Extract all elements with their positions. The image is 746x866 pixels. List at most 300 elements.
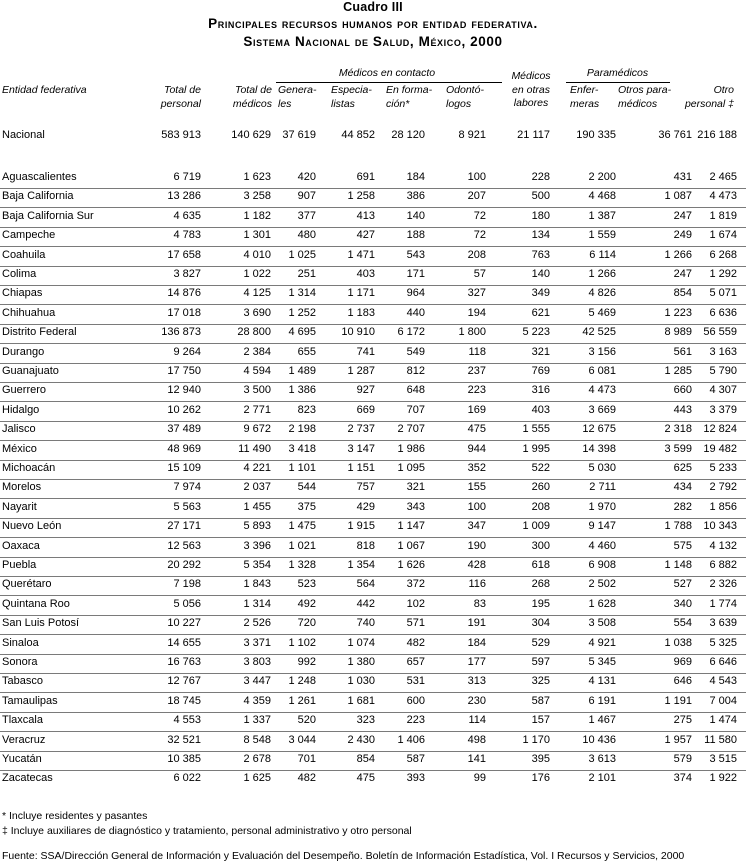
table-cell: 12 824 xyxy=(703,423,737,436)
table-cell: 393 xyxy=(406,772,425,785)
table-cell: 1 819 xyxy=(709,209,737,222)
table-cell: 14 398 xyxy=(582,442,616,455)
table-cell: 72 xyxy=(473,209,486,222)
table-cell: 1 067 xyxy=(397,539,425,552)
table-cell: 1 328 xyxy=(288,559,316,571)
table-cell: 3 639 xyxy=(709,617,737,630)
table-cell: 188 xyxy=(406,229,425,242)
table-cell: 1 102 xyxy=(288,636,316,649)
table-title-block xyxy=(0,0,746,51)
table-cell: 9 672 xyxy=(243,423,271,436)
row-name: Aguascalientes xyxy=(2,171,77,183)
header-odontologos: Odontó- logos xyxy=(446,84,484,110)
row-name: Campeche xyxy=(2,229,56,242)
row-separator xyxy=(0,537,746,538)
cuadro-label: Cuadro III xyxy=(343,0,403,14)
row-separator xyxy=(0,266,746,267)
table-cell: 313 xyxy=(467,675,486,688)
table-cell: 1 258 xyxy=(347,190,375,203)
table-cell: 1 095 xyxy=(397,462,425,474)
row-name: Durango xyxy=(2,345,45,358)
row-separator xyxy=(0,188,746,189)
table-cell: 10 343 xyxy=(703,520,737,533)
table-cell: 403 xyxy=(356,268,375,280)
row-name: Baja California xyxy=(2,190,74,203)
row-name: Nuevo León xyxy=(2,520,62,533)
table-cell: 443 xyxy=(673,403,692,416)
row-name: Sinaloa xyxy=(2,636,39,649)
table-cell: 48 969 xyxy=(167,442,201,455)
table-cell: 176 xyxy=(531,772,550,785)
table-cell: 442 xyxy=(356,597,375,610)
row-separator xyxy=(0,770,746,771)
table-cell: 1 287 xyxy=(347,365,375,377)
table-cell: 527 xyxy=(673,578,692,591)
table-cell: 1 354 xyxy=(347,559,375,571)
row-separator xyxy=(0,382,746,383)
table-cell: 8 989 xyxy=(664,326,692,339)
table-cell: 549 xyxy=(406,345,425,358)
table-cell: 10 436 xyxy=(582,733,616,746)
row-name: Quintana Roo xyxy=(2,597,70,610)
table-cell: 3 258 xyxy=(243,190,271,203)
table-cell: 1 626 xyxy=(397,559,425,571)
table-cell: 854 xyxy=(673,287,692,300)
row-separator xyxy=(0,460,746,461)
table-cell: 1 314 xyxy=(288,287,316,300)
table-cell: 3 803 xyxy=(243,656,271,668)
row-name: Oaxaca xyxy=(2,539,40,552)
table-cell: 1 455 xyxy=(243,500,271,513)
row-name: Guanajuato xyxy=(2,365,59,377)
table-cell: 190 xyxy=(467,539,486,552)
table-cell: 1 314 xyxy=(243,597,271,610)
table-cell: 10 262 xyxy=(167,403,201,416)
table-cell: 1 087 xyxy=(664,190,692,203)
table-cell: 300 xyxy=(531,539,550,552)
row-separator xyxy=(0,751,746,752)
row-name: Chihuahua xyxy=(2,306,56,319)
table-cell: 230 xyxy=(467,694,486,707)
table-cell: 17 750 xyxy=(167,365,201,377)
table-cell: 13 286 xyxy=(167,190,201,203)
row-name: Hidalgo xyxy=(2,403,40,416)
table-cell: 155 xyxy=(467,481,486,494)
table-cell: 5 345 xyxy=(588,656,616,668)
table-cell: 812 xyxy=(406,365,425,377)
row-name: México xyxy=(2,442,37,455)
row-separator xyxy=(0,304,746,305)
table-cell: 8 548 xyxy=(243,733,271,746)
table-cell: 498 xyxy=(467,733,486,746)
table-cell: 2 465 xyxy=(709,171,737,183)
table-subtitle: Sistema Nacional de Salud, México, 2000 xyxy=(243,34,503,49)
table-cell: 480 xyxy=(297,229,316,242)
table-cell: 5 563 xyxy=(173,500,201,513)
table-cell: 1 843 xyxy=(243,578,271,591)
table-cell: 140 xyxy=(531,268,550,280)
table-cell: 648 xyxy=(406,384,425,397)
table-cell: 184 xyxy=(467,636,486,649)
table-cell: 177 xyxy=(467,656,486,668)
table-cell: 6 268 xyxy=(709,248,737,261)
row-name: Chiapas xyxy=(2,287,43,300)
table-cell: 27 171 xyxy=(167,520,201,533)
table-cell: 1 957 xyxy=(664,733,692,746)
header-otros-paramedicos: Otros para- médicos xyxy=(618,84,672,110)
table-cell: 377 xyxy=(297,209,316,222)
table-cell: 1 337 xyxy=(243,714,271,727)
row-separator xyxy=(0,363,746,364)
table-cell: 2 384 xyxy=(243,345,271,358)
row-separator xyxy=(0,731,746,732)
table-cell: 1 021 xyxy=(288,539,316,552)
row-name: Baja California Sur xyxy=(2,209,94,222)
table-cell: 118 xyxy=(468,345,486,358)
table-cell: 2 037 xyxy=(243,481,271,494)
table-cell: 325 xyxy=(531,675,550,688)
table-cell: 587 xyxy=(406,753,425,765)
table-cell: 3 515 xyxy=(709,753,737,765)
table-cell: 4 783 xyxy=(173,229,201,242)
table-cell: 6 908 xyxy=(588,559,616,571)
table-cell: 37 489 xyxy=(167,423,201,436)
table-cell: 21 117 xyxy=(517,129,550,141)
table-cell: 1 387 xyxy=(588,209,616,222)
header-medicos-contacto: Médicos en contacto xyxy=(338,67,436,79)
table-cell: 5 056 xyxy=(173,597,201,610)
table-cell: 136 873 xyxy=(161,326,201,339)
table-cell: 403 xyxy=(531,403,550,416)
table-cell: 1 625 xyxy=(243,772,271,785)
table-cell: 12 940 xyxy=(167,384,201,397)
row-separator xyxy=(0,440,746,441)
table-cell: 6 081 xyxy=(588,365,616,377)
row-name: Tlaxcala xyxy=(2,714,43,727)
table-cell: 4 010 xyxy=(243,248,271,261)
table-cell: 3 147 xyxy=(347,442,375,455)
table-cell: 100 xyxy=(467,500,486,513)
table-cell: 4 826 xyxy=(588,287,616,300)
table-cell: 1 252 xyxy=(288,306,316,319)
table-cell: 1 674 xyxy=(709,229,737,242)
table-cell: 83 xyxy=(473,597,486,610)
table-cell: 1 623 xyxy=(243,171,271,183)
table-cell: 4 221 xyxy=(243,462,271,474)
table-cell: 1 025 xyxy=(288,248,316,261)
table-cell: 1 555 xyxy=(522,423,550,436)
table-cell: 1 800 xyxy=(458,326,486,339)
row-name: Zacatecas xyxy=(2,772,53,785)
row-name: Tamaulipas xyxy=(2,694,58,707)
table-cell: 207 xyxy=(467,190,486,203)
row-separator xyxy=(0,518,746,519)
table-cell: 564 xyxy=(356,578,375,591)
table-cell: 260 xyxy=(531,481,550,494)
table-cell: 618 xyxy=(531,559,550,571)
table-cell: 223 xyxy=(467,384,486,397)
table-cell: 36 761 xyxy=(658,129,692,141)
header-otras-labores: Médicos en otras labores xyxy=(511,70,551,109)
table-cell: 3 500 xyxy=(243,384,271,397)
row-separator xyxy=(0,595,746,596)
table-cell: 191 xyxy=(467,617,486,630)
table-cell: 757 xyxy=(356,481,375,494)
table-cell: 6 022 xyxy=(173,772,201,785)
row-separator xyxy=(0,285,746,286)
header-entidad: Entidad federativa xyxy=(2,84,87,96)
table-cell: 5 071 xyxy=(709,287,737,300)
table-cell: 561 xyxy=(673,345,692,358)
table-cell: 6 114 xyxy=(589,248,616,261)
table-cell: 1 788 xyxy=(664,520,692,533)
table-cell: 482 xyxy=(297,772,316,785)
row-separator xyxy=(0,343,746,344)
table-cell: 1 467 xyxy=(588,714,616,727)
table-cell: 4 131 xyxy=(588,675,616,688)
row-name: Coahuila xyxy=(2,248,46,261)
header-generales: Genera- les xyxy=(278,84,317,110)
table-cell: 268 xyxy=(531,578,550,591)
table-cell: 5 325 xyxy=(709,636,737,649)
row-separator xyxy=(0,324,746,325)
table-cell: 10 227 xyxy=(167,617,201,630)
table-cell: 1 986 xyxy=(397,442,425,455)
table-cell: 12 767 xyxy=(167,675,201,688)
row-separator xyxy=(0,712,746,713)
table-cell: 1 261 xyxy=(288,694,316,707)
table-cell: 349 xyxy=(531,287,550,300)
table-cell: 4 468 xyxy=(588,190,616,203)
table-cell: 1 922 xyxy=(709,772,737,785)
header-total-personal: Total de personal xyxy=(160,84,201,110)
table-cell: 1 292 xyxy=(709,268,737,280)
table-cell: 9 147 xyxy=(588,520,616,533)
row-name: Distrito Federal xyxy=(2,326,77,339)
table-cell: 237 xyxy=(467,365,486,377)
row-separator xyxy=(0,421,746,422)
table-cell: 1 915 xyxy=(347,520,375,533)
table-cell: 28 800 xyxy=(237,326,271,339)
table-cell: 28 120 xyxy=(391,129,425,141)
table-cell: 3 508 xyxy=(588,617,616,630)
table-cell: 3 163 xyxy=(709,345,737,358)
table-cell: 395 xyxy=(531,753,550,765)
table-cell: 4 125 xyxy=(243,287,271,300)
table-cell: 375 xyxy=(297,500,316,513)
row-name: San Luis Potosí xyxy=(2,617,80,630)
table-cell: 1 995 xyxy=(522,442,550,455)
table-cell: 3 371 xyxy=(243,636,271,649)
table-cell: 6 882 xyxy=(709,559,737,571)
table-cell: 247 xyxy=(673,268,692,280)
header-formacion: En forma- ción* xyxy=(386,84,433,110)
table-cell: 6 636 xyxy=(709,306,737,319)
table-cell: 4 553 xyxy=(173,714,201,727)
table-cell: 1 380 xyxy=(347,656,375,668)
table-cell: 621 xyxy=(531,306,550,319)
table-cell: 907 xyxy=(297,190,316,203)
table-cell: 420 xyxy=(297,171,316,183)
table-cell: 520 xyxy=(297,714,316,727)
table-cell: 195 xyxy=(531,597,550,610)
table-cell: 597 xyxy=(531,656,550,668)
table-cell: 6 172 xyxy=(397,326,425,339)
table-cell: 11 580 xyxy=(704,733,737,746)
table-cell: 3 669 xyxy=(588,403,616,416)
table-cell: 208 xyxy=(531,500,550,513)
table-cell: 660 xyxy=(673,384,692,397)
table-cell: 428 xyxy=(467,559,486,571)
table-cell: 275 xyxy=(673,714,692,727)
table-cell: 157 xyxy=(531,714,550,727)
table-cell: 1 628 xyxy=(588,597,616,610)
table-cell: 321 xyxy=(406,481,425,494)
table-cell: 7 198 xyxy=(173,578,201,591)
row-name: Puebla xyxy=(2,559,37,571)
table-cell: 3 447 xyxy=(243,675,271,688)
table-cell: 12 675 xyxy=(582,423,616,436)
table-cell: 194 xyxy=(467,306,486,319)
row-separator xyxy=(0,246,746,247)
table-cell: 386 xyxy=(406,190,425,203)
table-cell: 3 044 xyxy=(288,733,316,746)
table-cell: 44 852 xyxy=(341,129,375,141)
table-cell: 1 681 xyxy=(347,694,375,707)
row-name: Guerrero xyxy=(2,384,47,397)
table-title: Principales recursos humanos por entidad federativa. xyxy=(208,16,538,31)
table-cell: 56 559 xyxy=(703,326,737,339)
table-cell: 5 233 xyxy=(709,462,737,474)
table-cell: 251 xyxy=(297,268,316,280)
table-cell: 1 030 xyxy=(347,675,375,688)
table-cell: 282 xyxy=(673,500,692,513)
row-name: Sonora xyxy=(2,656,38,668)
table-cell: 4 473 xyxy=(588,384,616,397)
table-cell: 600 xyxy=(406,694,425,707)
table-cell: 5 469 xyxy=(588,306,616,319)
table-cell: 20 292 xyxy=(167,559,201,571)
table-cell: 1 489 xyxy=(288,365,316,377)
table-cell: 657 xyxy=(406,656,425,668)
table-cell: 1 151 xyxy=(347,462,375,474)
row-name: Jalisco xyxy=(2,423,36,436)
table-cell: 42 525 xyxy=(582,326,616,339)
table-cell: 740 xyxy=(356,617,375,630)
table-cell: 2 326 xyxy=(709,578,737,591)
table-cell: 327 xyxy=(467,287,486,300)
table-cell: 249 xyxy=(673,229,692,242)
table-cell: 12 563 xyxy=(167,539,201,552)
table-cell: 554 xyxy=(673,617,692,630)
table-cell: 1 101 xyxy=(288,462,316,474)
table-cell: 625 xyxy=(673,462,692,474)
table-cell: 1 009 xyxy=(522,520,550,533)
table-cell: 1 970 xyxy=(588,500,616,513)
table-cell: 720 xyxy=(297,617,316,630)
table-cell: 691 xyxy=(356,171,375,183)
row-separator xyxy=(0,576,746,577)
table-cell: 1 248 xyxy=(288,675,316,688)
table-cell: 429 xyxy=(356,500,375,513)
table-cell: 4 473 xyxy=(709,190,737,203)
table-cell: 2 101 xyxy=(588,772,616,785)
table-cell: 102 xyxy=(406,597,425,610)
table-cell: 427 xyxy=(356,229,375,242)
row-name: Yucatán xyxy=(2,753,42,765)
table-cell: 2 678 xyxy=(243,753,271,765)
footnotes xyxy=(2,809,412,839)
table-cell: 3 599 xyxy=(664,442,692,455)
table-cell: 964 xyxy=(406,287,425,300)
table-cell: 5 893 xyxy=(243,520,271,533)
table-cell: 100 xyxy=(467,171,486,183)
table-cell: 57 xyxy=(473,268,486,280)
table-cell: 669 xyxy=(356,403,375,416)
row-name: Tabasco xyxy=(2,675,43,688)
table-cell: 4 543 xyxy=(709,675,737,688)
table-cell: 1 147 xyxy=(397,520,425,533)
table-cell: 2 430 xyxy=(347,733,375,746)
table-cell: 3 418 xyxy=(288,442,316,455)
table-cell: 927 xyxy=(356,384,375,397)
table-cell: 99 xyxy=(473,772,486,785)
table-cell: 72 xyxy=(473,229,486,242)
table-cell: 655 xyxy=(297,345,316,358)
table-cell: 6 191 xyxy=(588,694,616,707)
table-cell: 1 474 xyxy=(709,714,737,727)
table-cell: 579 xyxy=(673,753,692,765)
table-cell: 14 876 xyxy=(167,287,201,300)
table-cell: 4 359 xyxy=(243,694,271,707)
table-cell: 1 171 xyxy=(347,287,375,300)
footnote-auxiliares: ‡ Incluye auxiliares de diagnóstico y tratamiento, personal administrativo y otro personal xyxy=(2,825,412,837)
table-cell: 1 406 xyxy=(397,733,425,746)
table-cell: 4 307 xyxy=(709,384,737,397)
table-cell: 10 910 xyxy=(341,326,375,339)
table-cell: 1 774 xyxy=(709,597,737,610)
row-name: Colima xyxy=(2,268,37,280)
table-cell: 17 018 xyxy=(167,306,201,319)
table-cell: 4 460 xyxy=(588,539,616,552)
table-cell: 343 xyxy=(406,500,425,513)
table-cell: 7 974 xyxy=(173,481,201,494)
table-cell: 6 646 xyxy=(709,656,737,668)
table-cell: 1 386 xyxy=(288,384,316,397)
table-cell: 475 xyxy=(467,423,486,436)
header-paramedicos: Paramédicos xyxy=(586,67,649,79)
table-cell: 646 xyxy=(673,675,692,688)
table-cell: 216 188 xyxy=(697,129,737,141)
table-cell: 1 183 xyxy=(347,306,375,319)
row-separator xyxy=(0,557,746,558)
table-cell: 180 xyxy=(531,209,550,222)
table-cell: 2 707 xyxy=(397,423,425,436)
row-name: Querétaro xyxy=(2,578,52,591)
table-cell: 9 264 xyxy=(173,345,201,358)
table-cell: 19 482 xyxy=(703,442,737,455)
row-name: Nayarit xyxy=(2,500,37,513)
table-cell: 372 xyxy=(406,578,425,591)
table-cell: 2 526 xyxy=(243,617,271,630)
table-cell: 583 913 xyxy=(161,129,201,141)
table-cell: 1 285 xyxy=(664,365,692,377)
table-cell: 1 182 xyxy=(243,209,271,222)
table-cell: 5 223 xyxy=(522,326,550,339)
table-cell: 16 763 xyxy=(167,656,201,668)
table-cell: 323 xyxy=(356,714,375,727)
header-enfermeras: Enfer- meras xyxy=(570,84,600,110)
